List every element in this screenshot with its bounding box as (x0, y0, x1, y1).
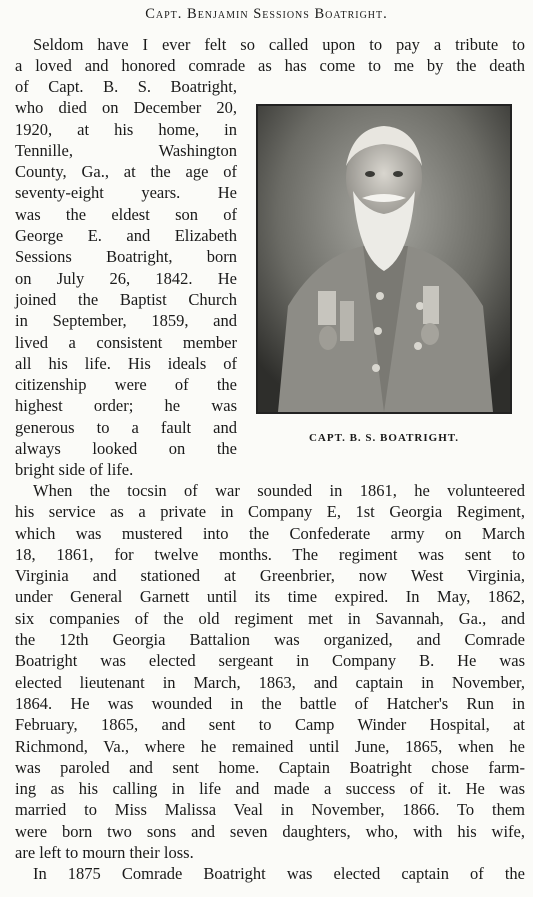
column-line: bright side of life. (15, 460, 134, 480)
column-line: County, Ga., at the age of (15, 162, 237, 182)
column-line: George E. and Elizabeth (15, 226, 237, 246)
column-line: highest order; he was (15, 396, 237, 416)
body-line: the 12th Georgia Battalion was organized, and Comrade (15, 630, 525, 650)
body-line: are left to mourn their loss. (15, 843, 194, 863)
body-line: six companies of the old regiment met in Savannah, Ga., and (15, 608, 525, 628)
left-column-text (15, 76, 237, 481)
column-line: who died on December 20, (15, 98, 237, 118)
column-line: Sessions Boatright, born (15, 247, 237, 267)
intro-line: a loved and honored comrade as has come to me by the death (15, 56, 525, 75)
body-line: Virginia and stationed at Greenbrier, now West Virginia, (15, 566, 525, 586)
column-line: on July 26, 1842. He (15, 268, 237, 288)
body-line: which was mustered into the Confederate army on March (15, 523, 525, 543)
body-line: 1864. He was wounded in the battle of Hatcher's Run in (15, 693, 525, 713)
body-line: his service as a private in Company E, 1st Georgia Regiment, (15, 502, 525, 522)
column-line: generous to a fault and (15, 417, 237, 437)
column-line: seventy-eight years. He (15, 183, 237, 203)
column-line: in September, 1859, and (15, 311, 237, 331)
column-line: lived a consistent member (15, 332, 237, 352)
body-line: February, 1865, and sent to Camp Winder Hospital, at (15, 715, 525, 735)
body-line: married to Miss Malissa Veal in November, 1866. To them (15, 800, 525, 820)
body-line: was paroled and sent home. Captain Boatright chose farm- (15, 757, 525, 777)
body-text (15, 480, 525, 885)
intro-paragraph (15, 34, 525, 76)
body-line: elected lieutenant in March, 1863, and captain in November, (15, 672, 525, 692)
body-line: Boatright was elected sergeant in Company B. He was (15, 651, 525, 671)
body-line: When the tocsin of war sounded in 1861, he volunteered (33, 481, 525, 500)
body-line: 18, 1861, for twelve months. The regiment was sent to (15, 544, 525, 564)
column-line: always looked on the (15, 439, 237, 459)
portrait-photo (256, 104, 512, 414)
intro-line: Seldom have I ever felt so called upon to pay a tribute to (33, 35, 525, 54)
column-line: 1920, at his home, in (15, 119, 237, 139)
portrait-illustration (258, 106, 510, 412)
body-line: In 1875 Comrade Boatright was elected captain of the (33, 864, 525, 884)
column-line: of Capt. B. S. Boatright, (15, 77, 237, 96)
column-line: citizenship were of the (15, 375, 237, 395)
body-line: Richmond, Va., where he remained until June, 1865, when he (15, 736, 525, 756)
column-line: Tennille, Washington (15, 140, 237, 160)
body-line: ing as his calling in life and made a success of it. He was (15, 779, 525, 799)
photo-caption: CAPT. B. S. BOATRIGHT. (308, 432, 460, 444)
body-line: under General Garnett until its time expired. In May, 1862, (15, 587, 525, 607)
column-line: was the eldest son of (15, 204, 237, 224)
column-line: joined the Baptist Church (15, 289, 237, 309)
body-line: were born two sons and seven daughters, who, with his wife, (15, 821, 525, 841)
article-title: Capt. Benjamin Sessions Boatright. (145, 6, 388, 22)
column-line: all his life. His ideals of (15, 353, 237, 373)
